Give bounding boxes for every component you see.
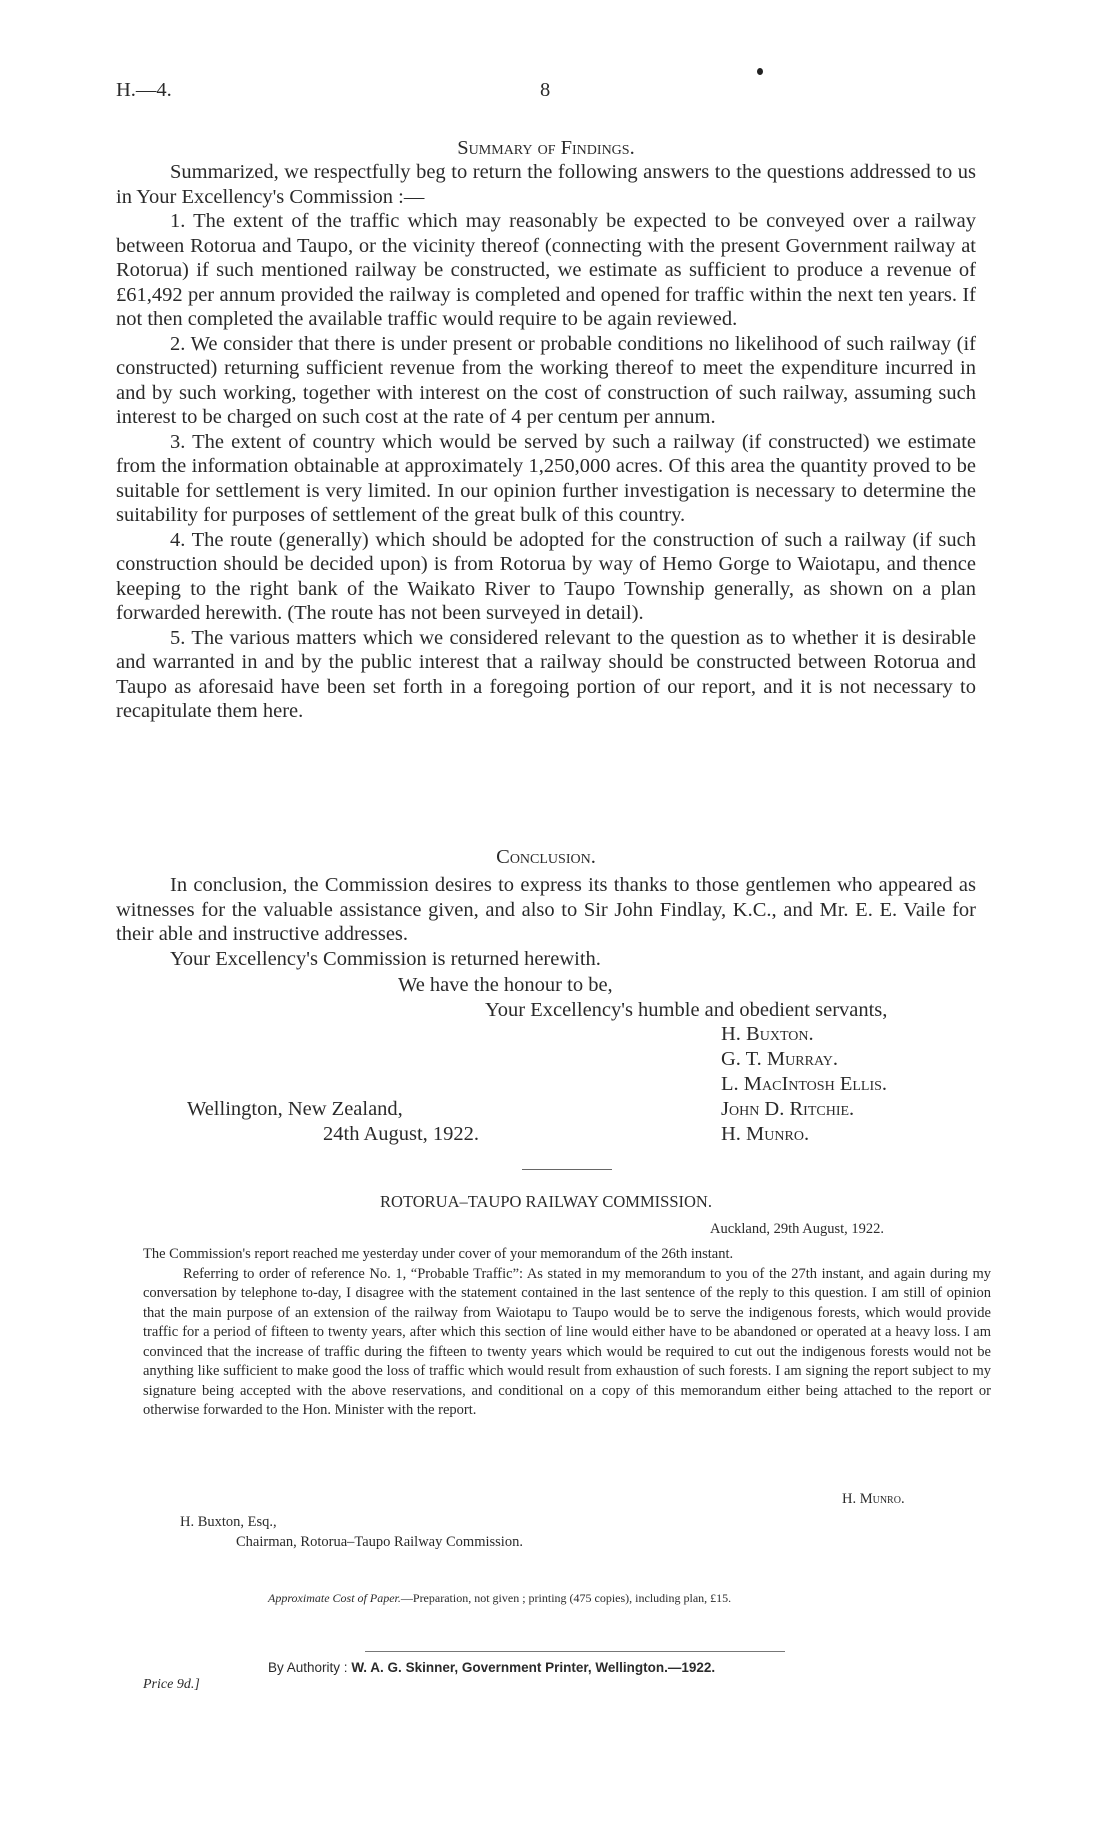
cost-of-paper bbox=[268, 1590, 731, 1606]
price: Price 9d.] bbox=[143, 1677, 200, 1692]
signatory-ellis: L. MacIntosh Ellis. bbox=[721, 1073, 888, 1095]
memo-signature: H. Munro. bbox=[842, 1491, 905, 1507]
date-line: 24th August, 1922. bbox=[323, 1123, 480, 1145]
conclusion-heading: Conclusion. bbox=[496, 846, 596, 868]
summary-heading: Summary of Findings. bbox=[457, 137, 635, 159]
conclusion-body bbox=[116, 873, 976, 971]
place-line: Wellington, New Zealand, bbox=[187, 1098, 403, 1120]
finding-3: 3. The extent of country which would be served by such a railway (if constructed) we estimate from the information obtainable at approximately 1,250,000 acres. Of this area the quantity proved to be suitable for settlement is very limited. In our opinion further investigation is necessary to determine the suitability for purposes of settlement of the great bulk of this country. bbox=[116, 430, 976, 526]
cost-text: —Preparation, not given ; printing (475 copies), including plan, £15. bbox=[400, 1591, 732, 1605]
signatory-ritchie: John D. Ritchie. bbox=[721, 1098, 855, 1120]
commission-returned: Your Excellency's Commission is returned herewith. bbox=[170, 947, 601, 970]
finding-4: 4. The route (generally) which should be adopted for the construction of such a railway (if such construction should be decided upon) is from Rotorua by way of Hemo Gorge to Waiotapu, and thence keeping to the right bank of the Waikato River to Taupo Township generally, as shown on a plan forwarded herewith. (The route has not been surveyed in detail). bbox=[116, 528, 976, 624]
page-number: 8 bbox=[540, 79, 551, 101]
summary-intro: Summarized, we respectfully beg to return the following answers to the questions addressed to us in Your Excellency's Commission :— bbox=[116, 161, 976, 208]
finding-5: 5. The various matters which we considered relevant to the question as to whether it is desirable and warranted in and by the public interest that a railway should be constructed between Rotorua and Taupo as aforesaid have been set forth in a foregoing portion of our report, and it is not necessary to recapitulate them here. bbox=[116, 626, 976, 722]
finding-2: 2. We consider that there is under present or probable conditions no likelihood of such railway (if constructed) returning sufficient revenue from the working thereof to meet the expenditure incurred in and by such working, together with interest on the cost of construction of such railway, assuming such interest to be charged on such cost at the rate of 4 per centum per annum. bbox=[116, 332, 976, 428]
closing-honour: We have the honour to be, bbox=[398, 974, 613, 996]
memo-paragraph-2: Referring to order of reference No. 1, “Probable Traffic”: As stated in my memorandum to you of the 27th instant, and again during my conversation by telephone to-day, I disagree with the statement contained in the last sentence of the reply to this question. I am still of opinion that the main purpose of an extension of the railway from Waiotapu to Taupo would be to serve the indigenous forests, which would provide traffic for a period of fifteen to twenty years, after which this section of line would either have to be abandoned or operated at a heavy loss. I am convinced that the increase of traffic during the fifteen to twenty years which would be required to cut out the indigenous forests would not be anything like sufficient to make good the loss of traffic which would result from exhaustion of such forests. I am signing the report subject to my signature being accepted with the above reservations, and conditional on a copy of this memorandum either being attached to the report or otherwise forwarded to the Hon. Minister with the report. bbox=[143, 1265, 991, 1418]
closing-servants: Your Excellency's humble and obedient servants, bbox=[485, 999, 888, 1021]
authority-label: By Authority : bbox=[268, 1660, 348, 1675]
section-divider bbox=[522, 1169, 612, 1170]
signatory-munro: H. Munro. bbox=[721, 1123, 810, 1145]
memo-body bbox=[143, 1245, 991, 1421]
memo-paragraph-1: The Commission's report reached me yesterday under cover of your memorandum of the 26th instant. bbox=[143, 1246, 734, 1262]
addressee-title: Chairman, Rotorua–Taupo Railway Commission. bbox=[236, 1534, 523, 1550]
addressee-name: H. Buxton, Esq., bbox=[180, 1514, 277, 1530]
signatory-murray: G. T. Murray. bbox=[721, 1048, 839, 1070]
memo-dateline: Auckland, 29th August, 1922. bbox=[710, 1221, 884, 1237]
conclusion-paragraph: In conclusion, the Commission desires to express its thanks to those gentlemen who appeared as witnesses for the valuable assistance given, and also to Sir John Findlay, K.C., and Mr. E. E. Vaile for their able and instructive addresses. bbox=[116, 874, 976, 945]
authority-line bbox=[268, 1659, 715, 1677]
signatory-buxton: H. Buxton. bbox=[721, 1023, 814, 1045]
footer-rule bbox=[365, 1651, 785, 1652]
authority-text: W. A. G. Skinner, Government Printer, Wellington.—1922. bbox=[351, 1660, 716, 1675]
ink-speck bbox=[757, 68, 763, 75]
memo-heading: ROTORUA–TAUPO RAILWAY COMMISSION. bbox=[380, 1192, 712, 1211]
finding-1: 1. The extent of the traffic which may reasonably be expected to be conveyed over a railway between Rotorua and Taupo, or the vicinity thereof (connecting with the present Government railway at Rotorua) if such mentioned railway be constructed, we estimate as sufficient to produce a revenue of £61,492 per annum provided the railway is completed and opened for traffic within the next ten years. If not then completed the available traffic would require to be again reviewed. bbox=[116, 210, 976, 330]
summary-body bbox=[116, 160, 976, 724]
cost-label: Approximate Cost of Paper. bbox=[268, 1591, 401, 1605]
document-reference: H.—4. bbox=[116, 79, 172, 101]
